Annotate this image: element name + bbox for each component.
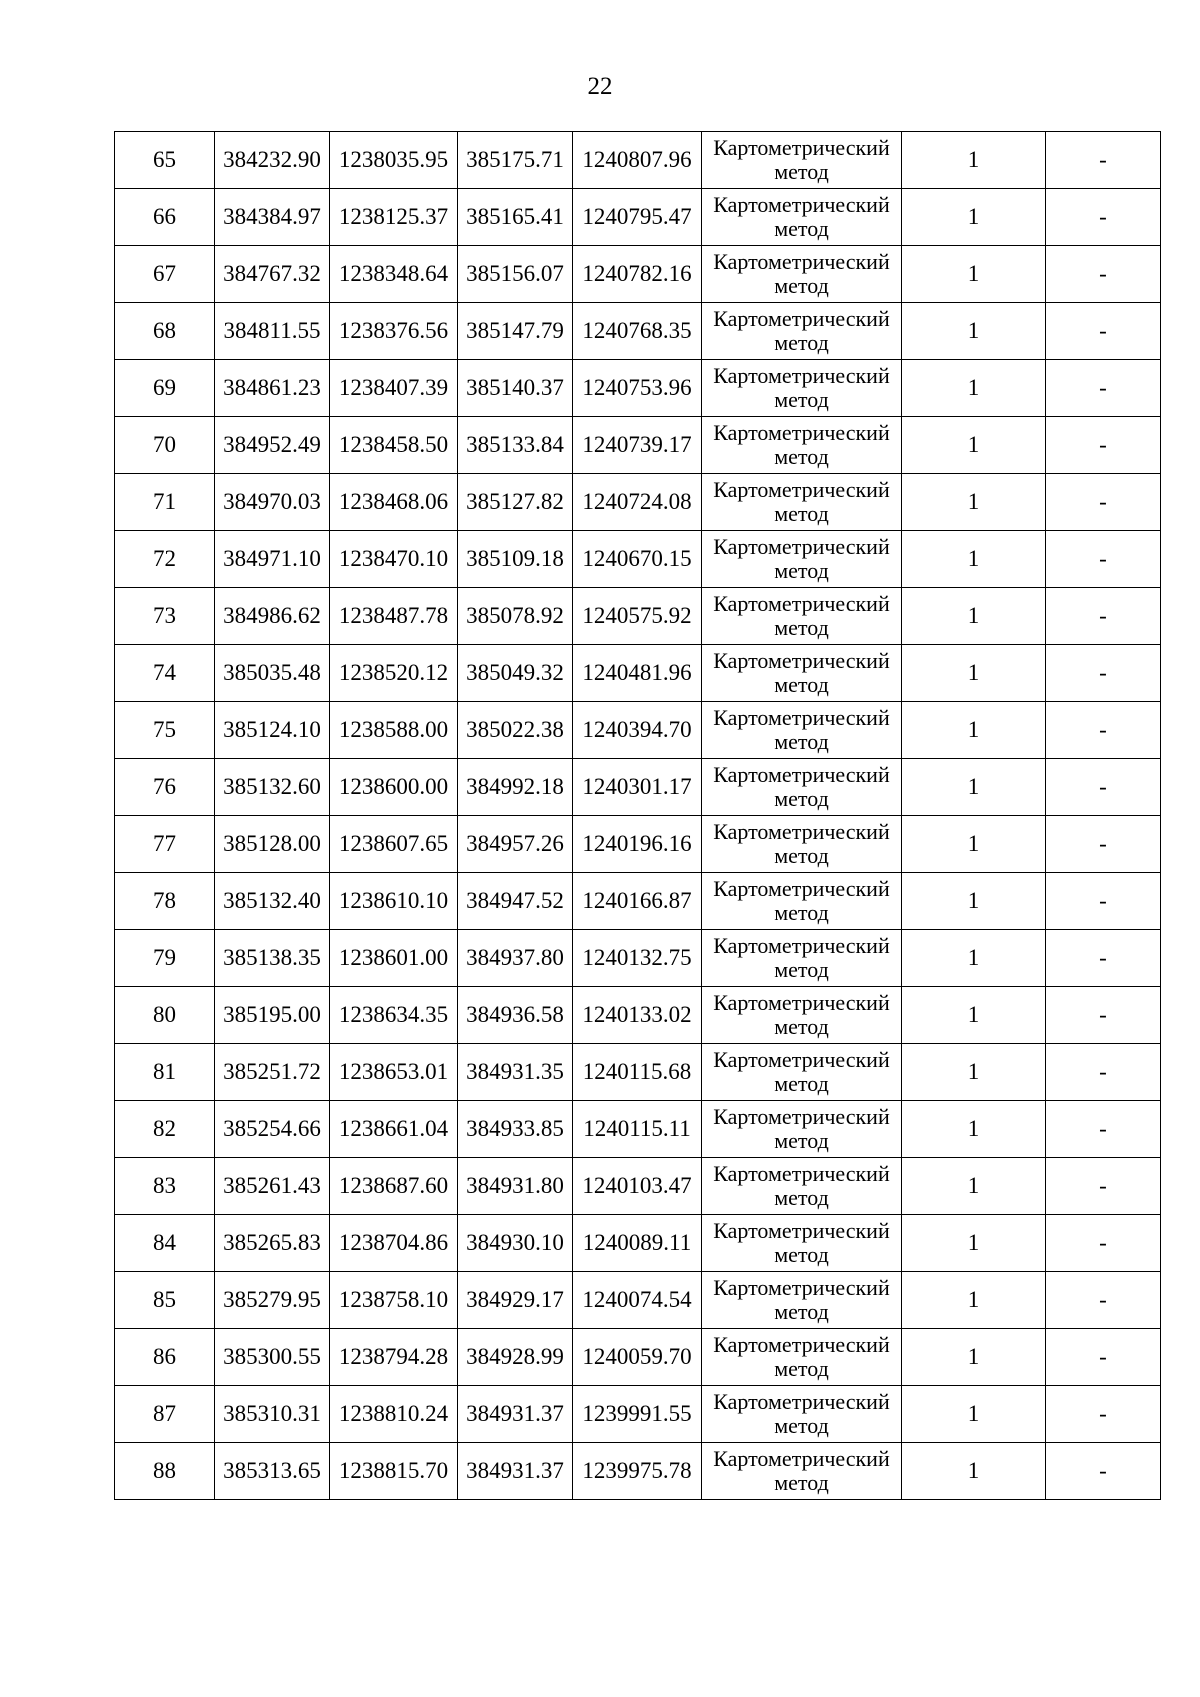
description-cell: - bbox=[1046, 588, 1161, 645]
x1-cell: 385035.48 bbox=[215, 645, 330, 702]
method-line2: метод bbox=[774, 387, 829, 412]
method-line1: Картометрический bbox=[713, 648, 890, 673]
y1-cell: 1238407.39 bbox=[330, 360, 458, 417]
accuracy-cell: 1 bbox=[902, 1215, 1046, 1272]
x1-cell: 384970.03 bbox=[215, 474, 330, 531]
method-line1: Картометрический bbox=[713, 192, 890, 217]
method-line1: Картометрический bbox=[713, 762, 890, 787]
x1-cell: 384986.62 bbox=[215, 588, 330, 645]
x1-cell: 385310.31 bbox=[215, 1386, 330, 1443]
description-cell: - bbox=[1046, 132, 1161, 189]
method-line1: Картометрический bbox=[713, 591, 890, 616]
accuracy-cell: 1 bbox=[902, 132, 1046, 189]
point-number-cell: 68 bbox=[115, 303, 215, 360]
method-line2: метод bbox=[774, 1185, 829, 1210]
method-cell bbox=[702, 759, 902, 816]
y2-cell: 1240089.11 bbox=[573, 1215, 702, 1272]
description-cell: - bbox=[1046, 189, 1161, 246]
description-cell: - bbox=[1046, 303, 1161, 360]
method-cell bbox=[702, 360, 902, 417]
point-number-cell: 65 bbox=[115, 132, 215, 189]
y1-cell: 1238348.64 bbox=[330, 246, 458, 303]
method-line1: Картометрический bbox=[713, 1446, 890, 1471]
method-line1: Картометрический bbox=[713, 990, 890, 1015]
table-row bbox=[115, 1386, 1161, 1443]
accuracy-cell: 1 bbox=[902, 246, 1046, 303]
x2-cell: 385078.92 bbox=[458, 588, 573, 645]
method-line2: метод bbox=[774, 615, 829, 640]
x1-cell: 384232.90 bbox=[215, 132, 330, 189]
table-row bbox=[115, 702, 1161, 759]
description-cell: - bbox=[1046, 360, 1161, 417]
method-cell bbox=[702, 1044, 902, 1101]
x2-cell: 384936.58 bbox=[458, 987, 573, 1044]
method-line1: Картометрический bbox=[713, 420, 890, 445]
table-row bbox=[115, 189, 1161, 246]
x1-cell: 385265.83 bbox=[215, 1215, 330, 1272]
method-line2: метод bbox=[774, 729, 829, 754]
method-line2: метод bbox=[774, 501, 829, 526]
description-cell: - bbox=[1046, 1443, 1161, 1500]
y2-cell: 1240795.47 bbox=[573, 189, 702, 246]
method-line2: метод bbox=[774, 330, 829, 355]
method-cell bbox=[702, 873, 902, 930]
table-row bbox=[115, 474, 1161, 531]
method-line2: метод bbox=[774, 159, 829, 184]
method-line1: Картометрический bbox=[713, 1275, 890, 1300]
point-number-cell: 66 bbox=[115, 189, 215, 246]
accuracy-cell: 1 bbox=[902, 1272, 1046, 1329]
x1-cell: 384952.49 bbox=[215, 417, 330, 474]
method-line1: Картометрический bbox=[713, 705, 890, 730]
table-row bbox=[115, 417, 1161, 474]
method-line1: Картометрический bbox=[713, 1161, 890, 1186]
x2-cell: 384931.37 bbox=[458, 1443, 573, 1500]
description-cell: - bbox=[1046, 873, 1161, 930]
method-cell bbox=[702, 474, 902, 531]
y1-cell: 1238035.95 bbox=[330, 132, 458, 189]
x1-cell: 385195.00 bbox=[215, 987, 330, 1044]
method-line2: метод bbox=[774, 1299, 829, 1324]
x2-cell: 384928.99 bbox=[458, 1329, 573, 1386]
x1-cell: 385132.40 bbox=[215, 873, 330, 930]
y2-cell: 1240133.02 bbox=[573, 987, 702, 1044]
y1-cell: 1238634.35 bbox=[330, 987, 458, 1044]
point-number-cell: 70 bbox=[115, 417, 215, 474]
point-number-cell: 80 bbox=[115, 987, 215, 1044]
point-number-cell: 67 bbox=[115, 246, 215, 303]
point-number-cell: 76 bbox=[115, 759, 215, 816]
accuracy-cell: 1 bbox=[902, 987, 1046, 1044]
x1-cell: 385251.72 bbox=[215, 1044, 330, 1101]
point-number-cell: 88 bbox=[115, 1443, 215, 1500]
method-cell bbox=[702, 1158, 902, 1215]
x2-cell: 385049.32 bbox=[458, 645, 573, 702]
method-line2: метод bbox=[774, 273, 829, 298]
x2-cell: 384931.37 bbox=[458, 1386, 573, 1443]
method-line1: Картометрический bbox=[713, 876, 890, 901]
description-cell: - bbox=[1046, 474, 1161, 531]
method-line1: Картометрический bbox=[713, 135, 890, 160]
table-row bbox=[115, 1272, 1161, 1329]
accuracy-cell: 1 bbox=[902, 531, 1046, 588]
point-number-cell: 82 bbox=[115, 1101, 215, 1158]
table-row bbox=[115, 1101, 1161, 1158]
y2-cell: 1240739.17 bbox=[573, 417, 702, 474]
coordinates-table bbox=[114, 131, 1161, 1500]
point-number-cell: 79 bbox=[115, 930, 215, 987]
y1-cell: 1238470.10 bbox=[330, 531, 458, 588]
table-row bbox=[115, 930, 1161, 987]
x1-cell: 385124.10 bbox=[215, 702, 330, 759]
point-number-cell: 77 bbox=[115, 816, 215, 873]
method-cell bbox=[702, 531, 902, 588]
y2-cell: 1240481.96 bbox=[573, 645, 702, 702]
description-cell: - bbox=[1046, 1158, 1161, 1215]
x1-cell: 384861.23 bbox=[215, 360, 330, 417]
point-number-cell: 72 bbox=[115, 531, 215, 588]
method-line1: Картометрический bbox=[713, 1389, 890, 1414]
y1-cell: 1238487.78 bbox=[330, 588, 458, 645]
point-number-cell: 75 bbox=[115, 702, 215, 759]
point-number-cell: 86 bbox=[115, 1329, 215, 1386]
y1-cell: 1238601.00 bbox=[330, 930, 458, 987]
description-cell: - bbox=[1046, 1272, 1161, 1329]
x2-cell: 385175.71 bbox=[458, 132, 573, 189]
x1-cell: 385313.65 bbox=[215, 1443, 330, 1500]
x1-cell: 385132.60 bbox=[215, 759, 330, 816]
method-cell bbox=[702, 816, 902, 873]
description-cell: - bbox=[1046, 816, 1161, 873]
x1-cell: 385138.35 bbox=[215, 930, 330, 987]
method-line2: метод bbox=[774, 672, 829, 697]
y1-cell: 1238794.28 bbox=[330, 1329, 458, 1386]
method-cell bbox=[702, 189, 902, 246]
x2-cell: 384957.26 bbox=[458, 816, 573, 873]
point-number-cell: 73 bbox=[115, 588, 215, 645]
description-cell: - bbox=[1046, 1386, 1161, 1443]
accuracy-cell: 1 bbox=[902, 1443, 1046, 1500]
method-cell bbox=[702, 417, 902, 474]
y1-cell: 1238758.10 bbox=[330, 1272, 458, 1329]
method-line2: метод bbox=[774, 444, 829, 469]
table-row bbox=[115, 531, 1161, 588]
table-row bbox=[115, 132, 1161, 189]
x2-cell: 385140.37 bbox=[458, 360, 573, 417]
y2-cell: 1240753.96 bbox=[573, 360, 702, 417]
point-number-cell: 87 bbox=[115, 1386, 215, 1443]
x2-cell: 385147.79 bbox=[458, 303, 573, 360]
description-cell: - bbox=[1046, 645, 1161, 702]
description-cell: - bbox=[1046, 702, 1161, 759]
table-row bbox=[115, 246, 1161, 303]
table-row bbox=[115, 1329, 1161, 1386]
y2-cell: 1240807.96 bbox=[573, 132, 702, 189]
page-number: 22 bbox=[587, 73, 613, 100]
accuracy-cell: 1 bbox=[902, 1158, 1046, 1215]
table-row bbox=[115, 645, 1161, 702]
method-line2: метод bbox=[774, 1470, 829, 1495]
method-line2: метод bbox=[774, 786, 829, 811]
x2-cell: 384931.35 bbox=[458, 1044, 573, 1101]
method-line1: Картометрический bbox=[713, 933, 890, 958]
method-line2: метод bbox=[774, 216, 829, 241]
accuracy-cell: 1 bbox=[902, 1101, 1046, 1158]
accuracy-cell: 1 bbox=[902, 588, 1046, 645]
method-line2: метод bbox=[774, 1014, 829, 1039]
table-row bbox=[115, 1215, 1161, 1272]
y1-cell: 1238458.50 bbox=[330, 417, 458, 474]
point-number-cell: 83 bbox=[115, 1158, 215, 1215]
y1-cell: 1238661.04 bbox=[330, 1101, 458, 1158]
table-row bbox=[115, 588, 1161, 645]
x2-cell: 384947.52 bbox=[458, 873, 573, 930]
method-line2: метод bbox=[774, 843, 829, 868]
method-line1: Картометрический bbox=[713, 249, 890, 274]
accuracy-cell: 1 bbox=[902, 702, 1046, 759]
method-cell bbox=[702, 1272, 902, 1329]
y2-cell: 1240196.16 bbox=[573, 816, 702, 873]
x1-cell: 384971.10 bbox=[215, 531, 330, 588]
accuracy-cell: 1 bbox=[902, 645, 1046, 702]
y2-cell: 1240115.11 bbox=[573, 1101, 702, 1158]
description-cell: - bbox=[1046, 1044, 1161, 1101]
point-number-cell: 78 bbox=[115, 873, 215, 930]
description-cell: - bbox=[1046, 930, 1161, 987]
y2-cell: 1240132.75 bbox=[573, 930, 702, 987]
description-cell: - bbox=[1046, 531, 1161, 588]
description-cell: - bbox=[1046, 1215, 1161, 1272]
x1-cell: 384384.97 bbox=[215, 189, 330, 246]
accuracy-cell: 1 bbox=[902, 474, 1046, 531]
accuracy-cell: 1 bbox=[902, 189, 1046, 246]
point-number-cell: 71 bbox=[115, 474, 215, 531]
y2-cell: 1240301.17 bbox=[573, 759, 702, 816]
y1-cell: 1238653.01 bbox=[330, 1044, 458, 1101]
method-cell bbox=[702, 987, 902, 1044]
description-cell: - bbox=[1046, 1101, 1161, 1158]
y1-cell: 1238600.00 bbox=[330, 759, 458, 816]
y1-cell: 1238520.12 bbox=[330, 645, 458, 702]
method-line1: Картометрический bbox=[713, 1047, 890, 1072]
method-line1: Картометрический bbox=[713, 306, 890, 331]
y2-cell: 1240166.87 bbox=[573, 873, 702, 930]
y1-cell: 1238607.65 bbox=[330, 816, 458, 873]
y1-cell: 1238376.56 bbox=[330, 303, 458, 360]
table-row bbox=[115, 1044, 1161, 1101]
x1-cell: 384811.55 bbox=[215, 303, 330, 360]
accuracy-cell: 1 bbox=[902, 1329, 1046, 1386]
y1-cell: 1238815.70 bbox=[330, 1443, 458, 1500]
table-row bbox=[115, 360, 1161, 417]
y1-cell: 1238810.24 bbox=[330, 1386, 458, 1443]
y1-cell: 1238704.86 bbox=[330, 1215, 458, 1272]
method-cell bbox=[702, 930, 902, 987]
accuracy-cell: 1 bbox=[902, 873, 1046, 930]
table-row bbox=[115, 1158, 1161, 1215]
x2-cell: 385156.07 bbox=[458, 246, 573, 303]
x2-cell: 385109.18 bbox=[458, 531, 573, 588]
x1-cell: 384767.32 bbox=[215, 246, 330, 303]
x2-cell: 384929.17 bbox=[458, 1272, 573, 1329]
x2-cell: 385022.38 bbox=[458, 702, 573, 759]
method-cell bbox=[702, 132, 902, 189]
description-cell: - bbox=[1046, 1329, 1161, 1386]
method-line1: Картометрический bbox=[713, 1104, 890, 1129]
method-line2: метод bbox=[774, 558, 829, 583]
description-cell: - bbox=[1046, 417, 1161, 474]
method-cell bbox=[702, 1329, 902, 1386]
x2-cell: 384933.85 bbox=[458, 1101, 573, 1158]
table-row bbox=[115, 873, 1161, 930]
x1-cell: 385300.55 bbox=[215, 1329, 330, 1386]
y2-cell: 1240394.70 bbox=[573, 702, 702, 759]
table-row bbox=[115, 303, 1161, 360]
x2-cell: 384937.80 bbox=[458, 930, 573, 987]
method-cell bbox=[702, 1386, 902, 1443]
method-cell bbox=[702, 303, 902, 360]
x1-cell: 385128.00 bbox=[215, 816, 330, 873]
point-number-cell: 69 bbox=[115, 360, 215, 417]
y1-cell: 1238610.10 bbox=[330, 873, 458, 930]
point-number-cell: 85 bbox=[115, 1272, 215, 1329]
method-line2: метод bbox=[774, 1413, 829, 1438]
accuracy-cell: 1 bbox=[902, 303, 1046, 360]
point-number-cell: 74 bbox=[115, 645, 215, 702]
accuracy-cell: 1 bbox=[902, 816, 1046, 873]
y2-cell: 1240724.08 bbox=[573, 474, 702, 531]
y1-cell: 1238588.00 bbox=[330, 702, 458, 759]
y1-cell: 1238687.60 bbox=[330, 1158, 458, 1215]
y2-cell: 1240670.15 bbox=[573, 531, 702, 588]
method-line1: Картометрический bbox=[713, 477, 890, 502]
description-cell: - bbox=[1046, 987, 1161, 1044]
accuracy-cell: 1 bbox=[902, 1386, 1046, 1443]
point-number-cell: 84 bbox=[115, 1215, 215, 1272]
y2-cell: 1240575.92 bbox=[573, 588, 702, 645]
method-cell bbox=[702, 588, 902, 645]
method-cell bbox=[702, 1443, 902, 1500]
method-cell bbox=[702, 1101, 902, 1158]
table-row bbox=[115, 816, 1161, 873]
method-line1: Картометрический bbox=[713, 1332, 890, 1357]
x2-cell: 385165.41 bbox=[458, 189, 573, 246]
method-line1: Картометрический bbox=[713, 534, 890, 559]
method-line2: метод bbox=[774, 957, 829, 982]
y2-cell: 1239991.55 bbox=[573, 1386, 702, 1443]
y2-cell: 1240059.70 bbox=[573, 1329, 702, 1386]
method-cell bbox=[702, 1215, 902, 1272]
x2-cell: 384931.80 bbox=[458, 1158, 573, 1215]
method-line1: Картометрический bbox=[713, 1218, 890, 1243]
method-line2: метод bbox=[774, 1128, 829, 1153]
description-cell: - bbox=[1046, 246, 1161, 303]
method-line2: метод bbox=[774, 1356, 829, 1381]
x2-cell: 385133.84 bbox=[458, 417, 573, 474]
method-line1: Картометрический bbox=[713, 819, 890, 844]
table-row bbox=[115, 1443, 1161, 1500]
method-line2: метод bbox=[774, 1242, 829, 1267]
table-row bbox=[115, 987, 1161, 1044]
x1-cell: 385261.43 bbox=[215, 1158, 330, 1215]
x2-cell: 385127.82 bbox=[458, 474, 573, 531]
accuracy-cell: 1 bbox=[902, 1044, 1046, 1101]
y1-cell: 1238468.06 bbox=[330, 474, 458, 531]
accuracy-cell: 1 bbox=[902, 930, 1046, 987]
table-body bbox=[115, 132, 1161, 1500]
method-cell bbox=[702, 702, 902, 759]
x1-cell: 385254.66 bbox=[215, 1101, 330, 1158]
method-cell bbox=[702, 246, 902, 303]
point-number-cell: 81 bbox=[115, 1044, 215, 1101]
table-row bbox=[115, 759, 1161, 816]
y2-cell: 1240782.16 bbox=[573, 246, 702, 303]
method-cell bbox=[702, 645, 902, 702]
y2-cell: 1239975.78 bbox=[573, 1443, 702, 1500]
method-line1: Картометрический bbox=[713, 363, 890, 388]
method-line2: метод bbox=[774, 900, 829, 925]
description-cell: - bbox=[1046, 759, 1161, 816]
x2-cell: 384930.10 bbox=[458, 1215, 573, 1272]
y2-cell: 1240115.68 bbox=[573, 1044, 702, 1101]
x1-cell: 385279.95 bbox=[215, 1272, 330, 1329]
method-line2: метод bbox=[774, 1071, 829, 1096]
accuracy-cell: 1 bbox=[902, 360, 1046, 417]
y2-cell: 1240074.54 bbox=[573, 1272, 702, 1329]
y2-cell: 1240768.35 bbox=[573, 303, 702, 360]
accuracy-cell: 1 bbox=[902, 759, 1046, 816]
y2-cell: 1240103.47 bbox=[573, 1158, 702, 1215]
x2-cell: 384992.18 bbox=[458, 759, 573, 816]
y1-cell: 1238125.37 bbox=[330, 189, 458, 246]
accuracy-cell: 1 bbox=[902, 417, 1046, 474]
